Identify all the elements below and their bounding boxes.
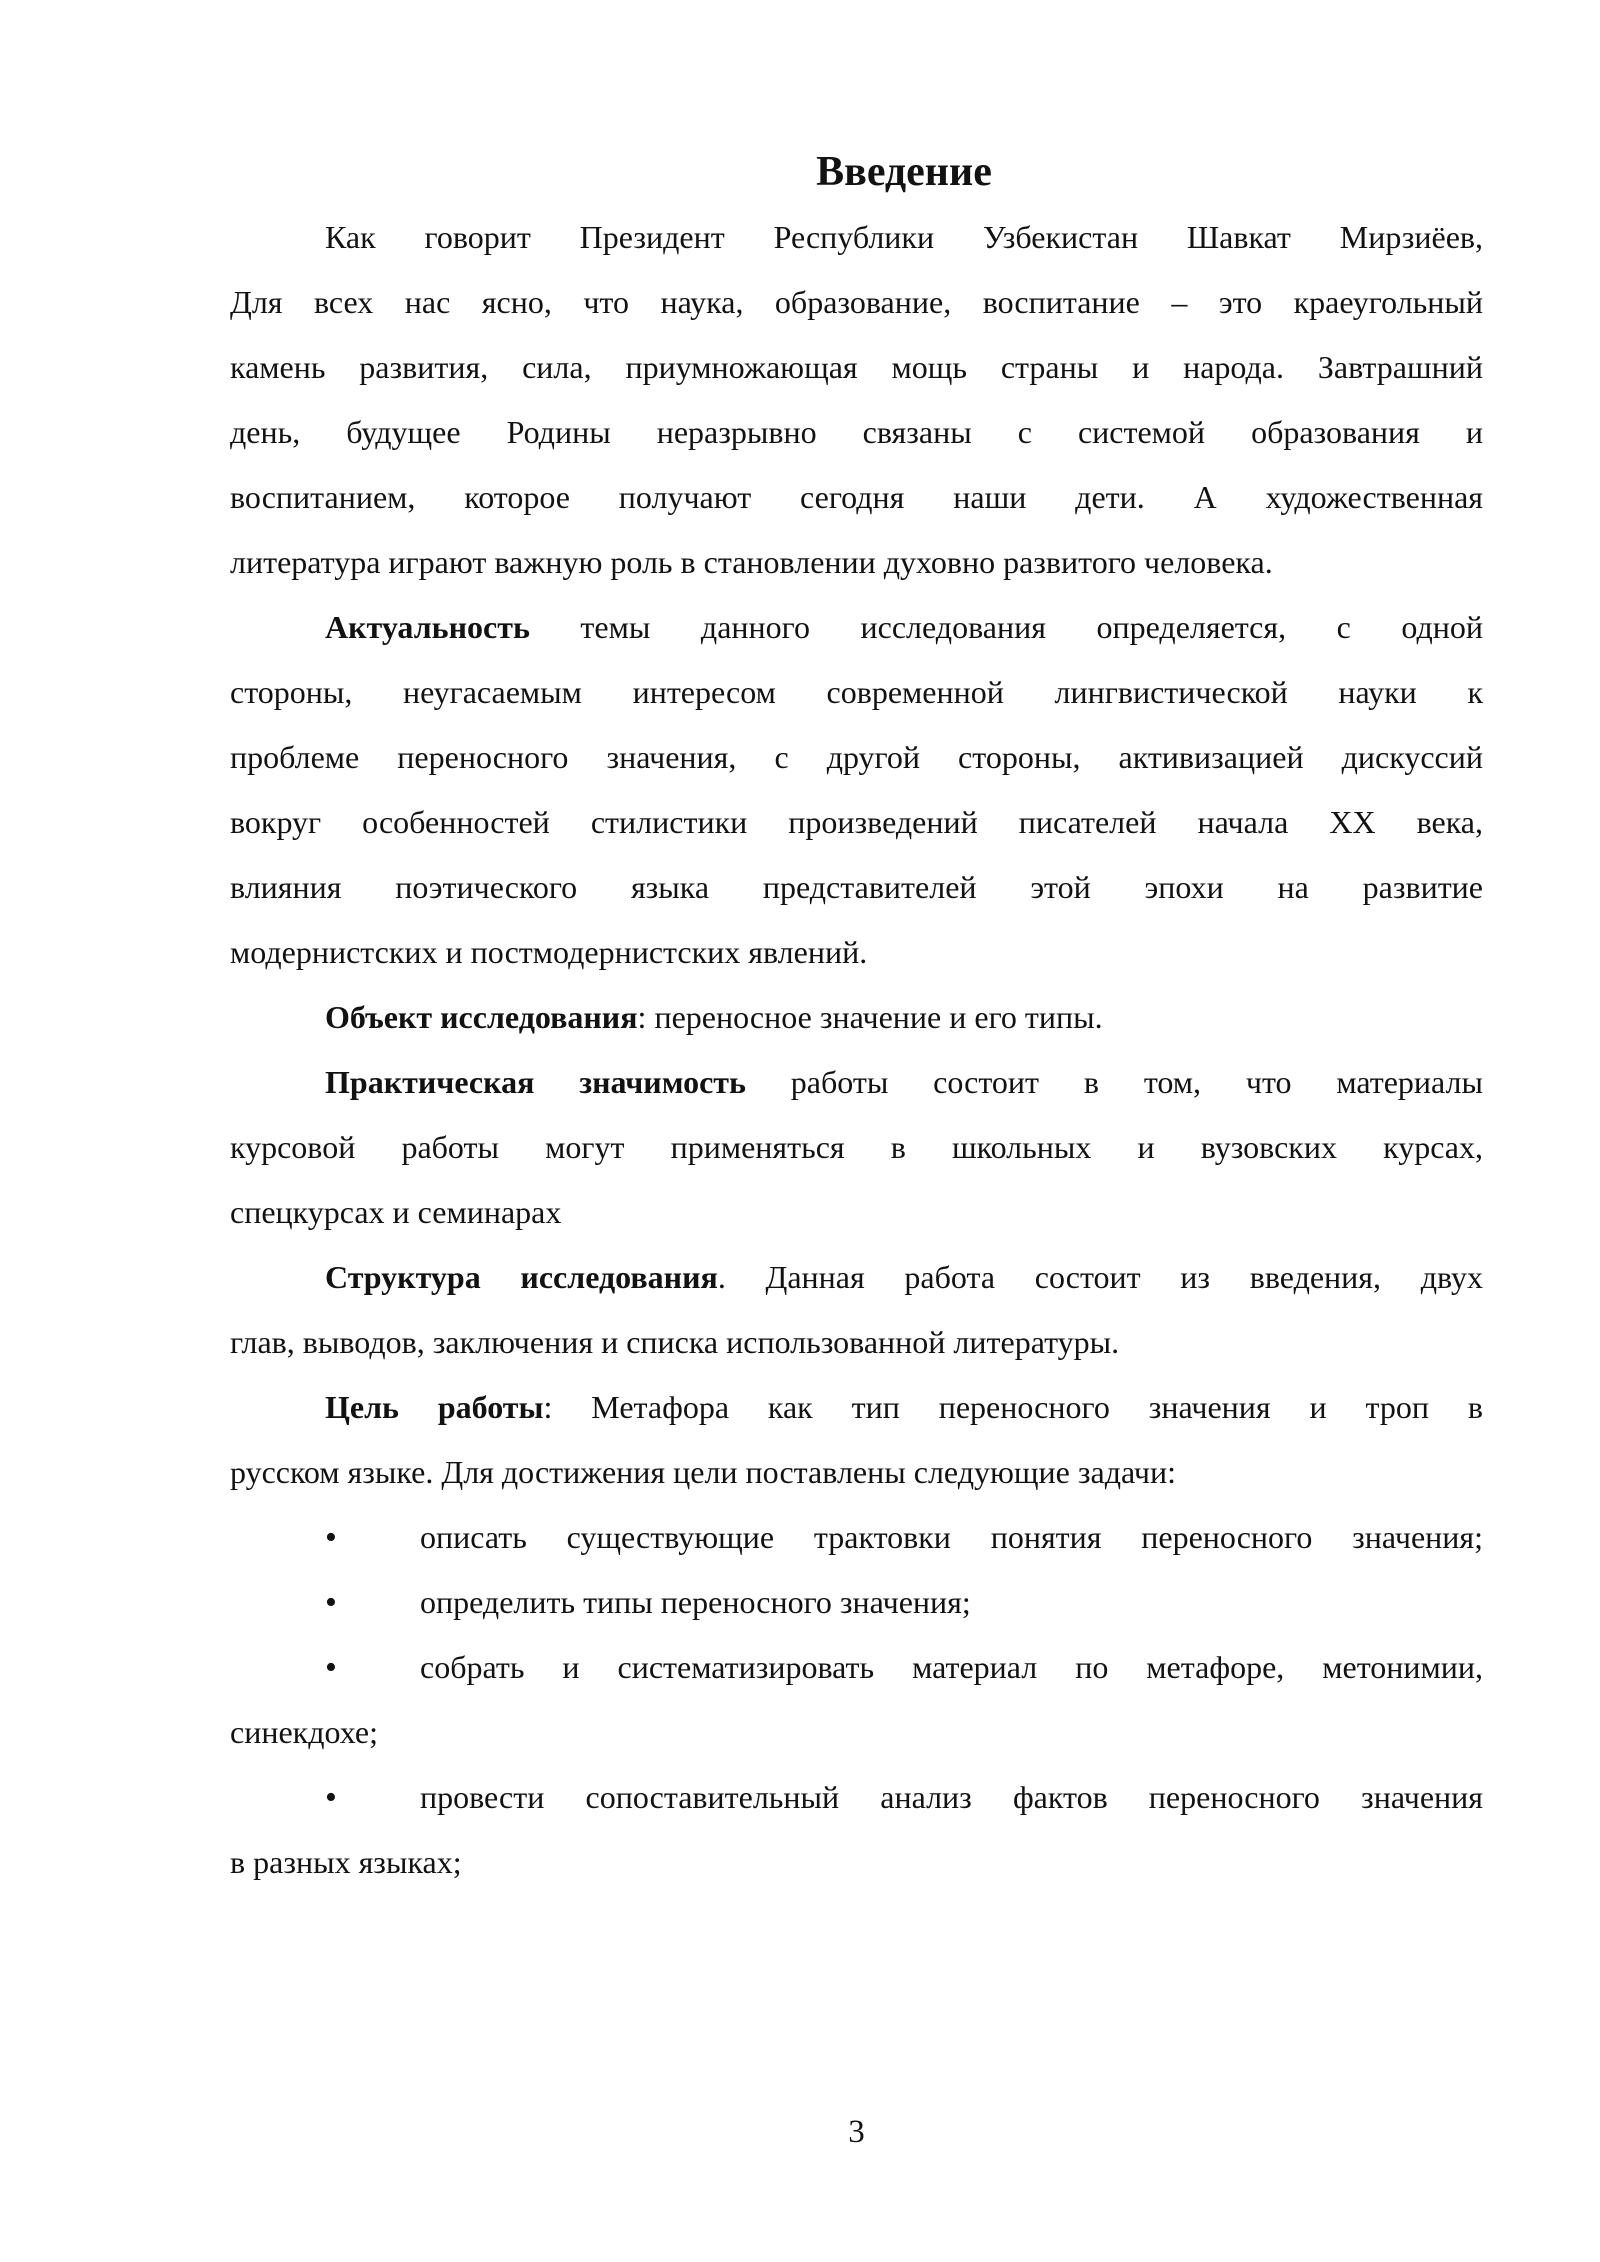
- emphasis-term: Цель работы: [325, 1389, 544, 1425]
- bullet-icon: •: [325, 1649, 337, 1686]
- emphasis-term: Практическая значимость: [325, 1064, 746, 1100]
- text-line: спецкурсах и семинарах: [230, 1194, 562, 1230]
- paragraph-intro: [230, 205, 1483, 595]
- paragraph-relevance: [230, 595, 1483, 985]
- paragraph-goal: [230, 1375, 1483, 1505]
- page-number: 3: [848, 2114, 865, 2150]
- text-line: стороны, неугасаемым интересом современной лингвистической науки к: [230, 674, 1483, 710]
- text-line: [230, 1245, 1483, 1310]
- text-segment: провести сопоставительный анализ фактов переносного значения: [420, 1779, 1483, 1815]
- text-segment: собрать и систематизировать материал по метафоре, метонимии,: [420, 1649, 1483, 1685]
- bullet-item-line: [230, 1765, 1483, 1830]
- bullet-item-line: [230, 1505, 1483, 1570]
- text-line: влияния поэтического языка представителей этой эпохи на развитие: [230, 869, 1483, 905]
- text-line: синекдохе;: [230, 1714, 378, 1750]
- text-line: Для всех нас ясно, что наука, образование, воспитание – это краеугольный: [230, 284, 1483, 320]
- text-line: [230, 1050, 1483, 1115]
- text-line: вокруг особенностей стилистики произведений писателей начала XX века,: [230, 804, 1483, 840]
- text-line: воспитанием, которое получают сегодня наши дети. А художественная: [230, 479, 1483, 515]
- text-segment: описать существующие трактовки понятия переносного значения;: [420, 1519, 1483, 1555]
- text-segment: работы состоит в том, что материалы: [745, 1064, 1484, 1100]
- paragraph-practical-value: [230, 1050, 1483, 1245]
- page-content: [230, 140, 1483, 1895]
- text-line: камень развития, сила, приумножающая мощь страны и народа. Завтрашний: [230, 349, 1483, 385]
- bullet-icon: •: [325, 1519, 337, 1556]
- text-line: модернистских и постмодернистских явлений.: [230, 934, 868, 970]
- text-line: проблеме переносного значения, с другой стороны, активизацией дискуссий: [230, 739, 1483, 775]
- bullet-icon: •: [325, 1584, 337, 1621]
- text-line: литература играют важную роль в становлении духовно развитого человека.: [230, 544, 1273, 580]
- bullet-item-line: [230, 1635, 1483, 1700]
- text-line: день, будущее Родины неразрывно связаны с системой образования и: [230, 414, 1483, 450]
- text-line: Как говорит Президент Республики Узбекистан Шавкат Мирзиёев,: [325, 219, 1483, 255]
- text-segment: . Данная работа состоит из введения, двух: [717, 1259, 1483, 1295]
- text-segment: темы данного исследования определяется, с одной: [529, 609, 1483, 645]
- task-list: [230, 1505, 1483, 1895]
- text-line: в разных языках;: [230, 1844, 462, 1880]
- text-line: [230, 985, 1483, 1050]
- paragraph-structure: [230, 1245, 1483, 1375]
- text-line: [230, 1375, 1483, 1440]
- text-segment: определить типы переносного значения;: [420, 1584, 971, 1620]
- text-line: русском языке. Для достижения цели поставлены следующие задачи:: [230, 1454, 1176, 1490]
- text-line: глав, выводов, заключения и списка использованной литературы.: [230, 1324, 1120, 1360]
- text-segment: : переносное значение и его типы.: [637, 999, 1103, 1035]
- emphasis-term: Структура исследования: [325, 1259, 718, 1295]
- emphasis-term: Актуальность: [325, 609, 530, 645]
- text-line: курсовой работы могут применяться в школьных и вузовских курсах,: [230, 1129, 1483, 1165]
- page-title: Введение: [816, 149, 992, 195]
- paragraph-object: [230, 985, 1483, 1050]
- bullet-icon: •: [325, 1779, 337, 1816]
- text-line: [230, 595, 1483, 660]
- bullet-item-line: [230, 1570, 1483, 1635]
- emphasis-term: Объект исследования: [325, 999, 638, 1035]
- text-segment: : Метафора как тип переносного значения и троп в: [543, 1389, 1484, 1425]
